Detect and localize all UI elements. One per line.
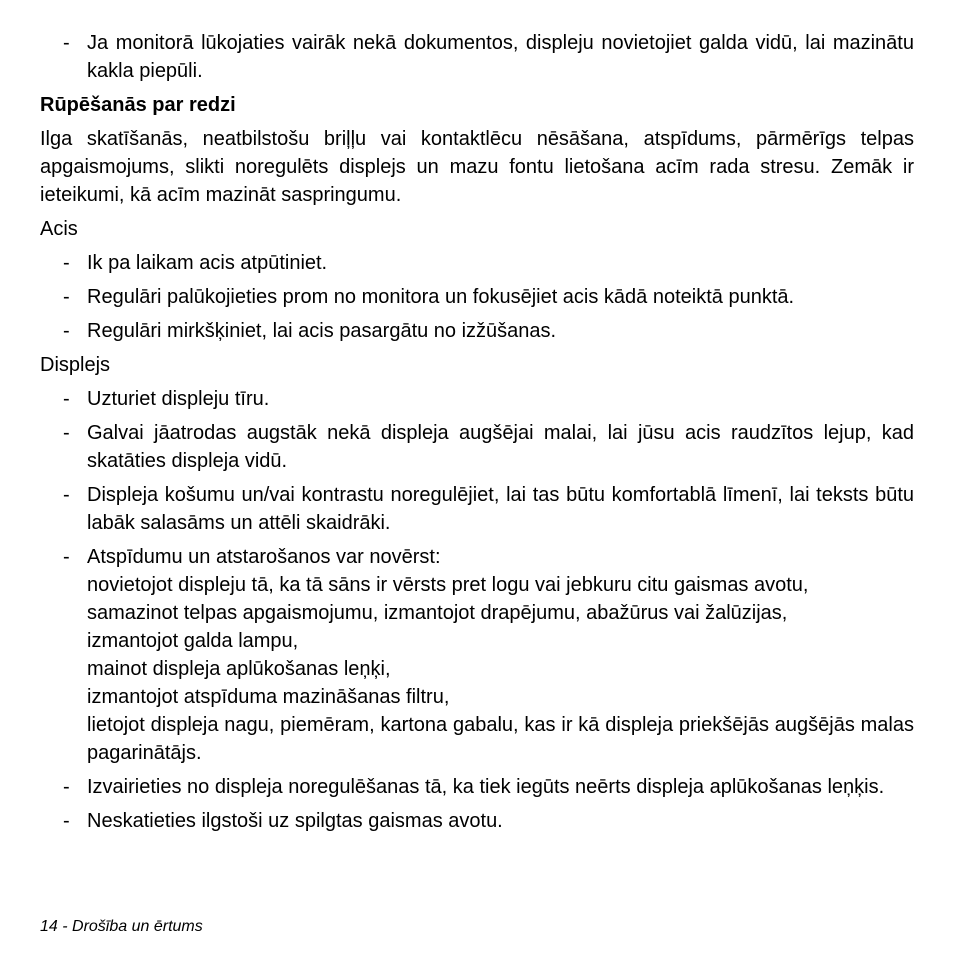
subsection-label-display: Displejs [40, 354, 111, 376]
dash-bullet: - [63, 252, 70, 274]
list-item-text: Ja monitorā lūkojaties vairāk nekā dokumentos, displeju novietojiet galda vidū, lai mazinātu kakla piepūli. [87, 32, 914, 82]
list-item [40, 807, 914, 835]
list-item [40, 481, 914, 537]
list-item [40, 385, 914, 413]
list-item [40, 419, 914, 475]
list-item-text: Regulāri mirkšķiniet, lai acis pasargātu no izžūšanas. [87, 320, 557, 342]
glare-option: izmantojot atspīduma mazināšanas filtru, [87, 686, 450, 708]
list-item [40, 317, 914, 345]
list-item-glare [40, 543, 914, 767]
list-item [40, 249, 914, 277]
glare-option: izmantojot galda lampu, [87, 630, 299, 652]
page-body [40, 29, 914, 841]
list-item-text: Galvai jāatrodas augstāk nekā displeja augšējai malai, lai jūsu acis raudzītos lejup, kad skatāties displeja vidū. [87, 422, 914, 472]
list-item [40, 283, 914, 311]
list-item-text: Uzturiet displeju tīru. [87, 388, 270, 410]
list-item-text: Ik pa laikam acis atpūtiniet. [87, 252, 328, 274]
dash-bullet: - [63, 484, 70, 506]
list-item-text: Neskatieties ilgstoši uz spilgtas gaismas avotu. [87, 810, 503, 832]
page-footer: 14 - Drošība un ērtums [40, 918, 203, 935]
glare-title: Atspīdumu un atstarošanos var novērst: [87, 546, 441, 568]
list-item [40, 773, 914, 801]
dash-bullet: - [63, 422, 70, 444]
glare-option: novietojot displeju tā, ka tā sāns ir vērsts pret logu vai jebkuru citu gaismas avotu, [87, 574, 809, 596]
dash-bullet: - [63, 388, 70, 410]
dash-bullet: - [63, 32, 70, 54]
dash-bullet: - [63, 546, 70, 568]
subsection-label-eyes: Acis [40, 218, 78, 240]
list-item-text: Regulāri palūkojieties prom no monitora un fokusējiet acis kādā noteiktā punktā. [87, 286, 795, 308]
list-item-text: Izvairieties no displeja noregulēšanas tā, ka tiek iegūts neērts displeja aplūkošanas leņķis. [87, 776, 885, 798]
dash-bullet: - [63, 320, 70, 342]
intro-paragraph: Ilga skatīšanās, neatbilstošu briļļu vai kontaktlēcu nēsāšana, atspīdums, pārmērīgs telpas apgaismojums, slikti noregulēts displejs un mazu fontu lietošana acīm rada stresu. Zemāk ir ieteikumi, kā acīm mazināt saspringumu. [40, 128, 914, 206]
list-item [40, 29, 914, 85]
section-heading: Rūpēšanās par redzi [40, 94, 236, 116]
dash-bullet: - [63, 776, 70, 798]
glare-option: mainot displeja aplūkošanas leņķi, [87, 658, 391, 680]
dash-bullet: - [63, 286, 70, 308]
dash-bullet: - [63, 810, 70, 832]
glare-option: samazinot telpas apgaismojumu, izmantojot drapējumu, abažūrus vai žalūzijas, [87, 602, 788, 624]
glare-option: lietojot displeja nagu, piemēram, kartona gabalu, kas ir kā displeja priekšējās augšējās malas pagarinātājs. [87, 714, 914, 764]
list-item-text: Displeja košumu un/vai kontrastu noregulējiet, lai tas būtu komfortablā līmenī, lai teksts būtu labāk salasāms un attēli skaidrāki. [87, 484, 914, 534]
